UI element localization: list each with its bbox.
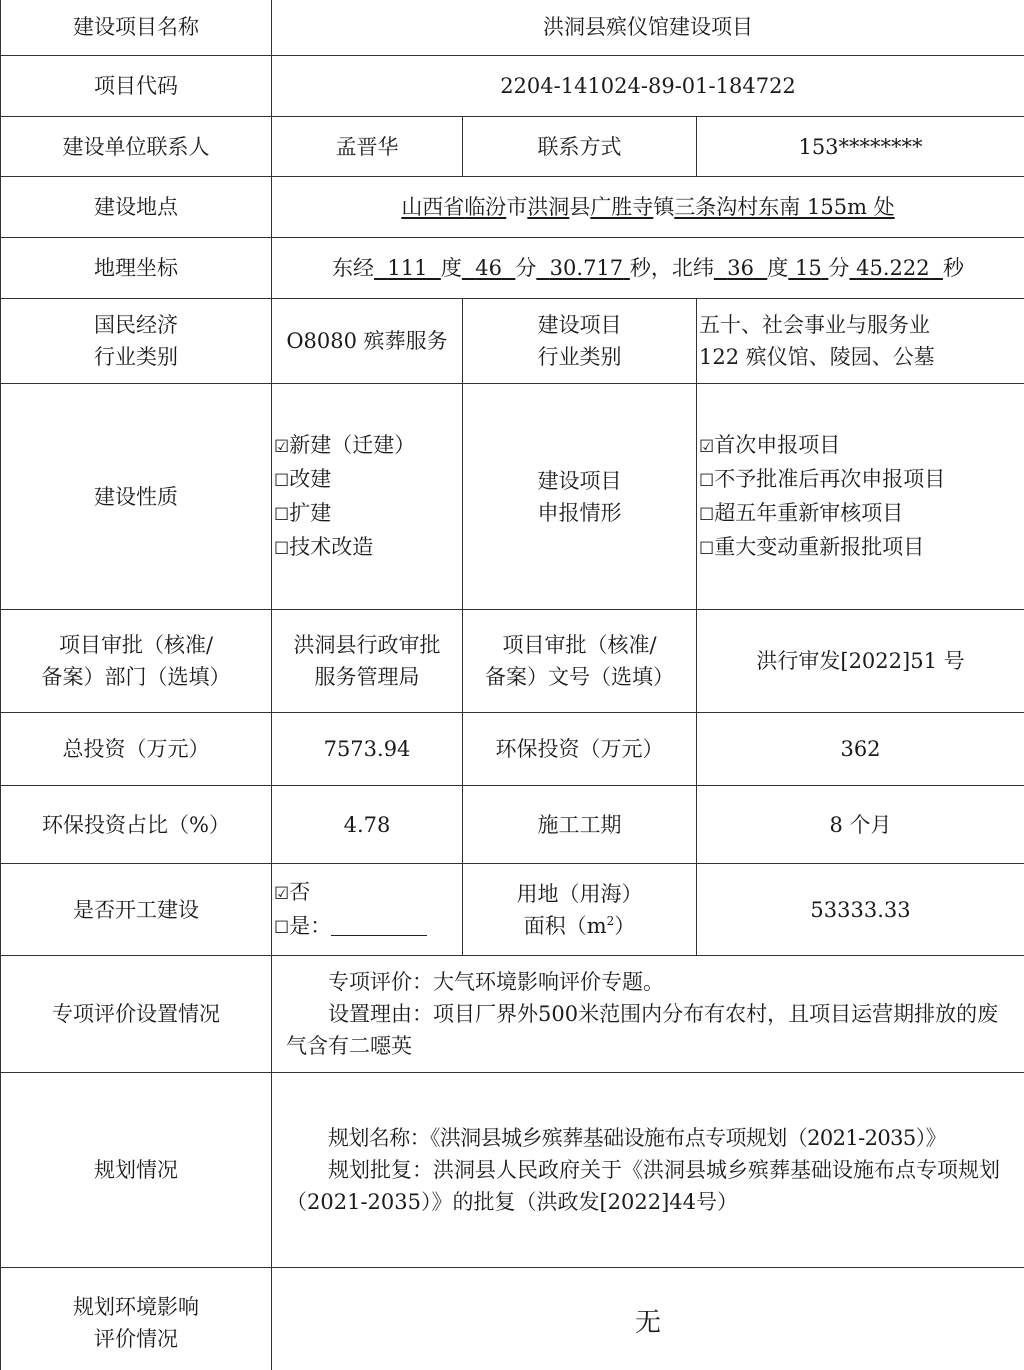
coordinates-label: 地理坐标 [1, 238, 272, 299]
latitude-seconds: 45.222 [856, 256, 930, 280]
checkbox-empty-icon[interactable]: ☐ [274, 538, 290, 559]
minute-unit-2: 分 [828, 256, 850, 280]
construction-period-value: 8 个月 [697, 786, 1024, 864]
option-major-change-resubmit[interactable]: ☐重大变动重新报批项目 [699, 534, 925, 559]
total-investment-value: 7573.94 [272, 713, 463, 786]
national-industry-value: O8080 殡葬服务 [272, 299, 463, 384]
special-evaluation-label: 专项评价设置情况 [1, 956, 272, 1073]
row-industry [1, 299, 1024, 384]
env-investment-value: 362 [697, 713, 1024, 786]
checkbox-empty-icon[interactable]: ☐ [274, 470, 290, 491]
north-latitude-label: 秒，北纬 [629, 256, 714, 280]
location-label: 建设地点 [1, 177, 272, 238]
project-industry-value: 五十、社会事业与服务业 122 殡仪馆、陵园、公墓 [697, 299, 1024, 384]
row-approval [1, 610, 1024, 713]
project-industry-label: 建设项目 行业类别 [463, 299, 697, 384]
construction-nature-label: 建设性质 [1, 384, 272, 610]
longitude-minutes: 46 [475, 256, 502, 280]
declaration-status-label: 建设项目 申报情形 [463, 384, 697, 610]
latitude-minutes: 15 [794, 256, 822, 280]
started-label: 是否开工建设 [1, 864, 272, 956]
second-unit: 秒 [942, 256, 964, 280]
row-project-code [1, 56, 1024, 117]
checkbox-checked-icon[interactable]: ☑ [274, 436, 290, 457]
construction-period-label: 施工工期 [463, 786, 697, 864]
row-planning-env [1, 1268, 1024, 1370]
planning-value [272, 1073, 1024, 1268]
row-construction-nature [1, 384, 1024, 610]
checkbox-empty-icon[interactable]: ☐ [699, 504, 715, 525]
row-special-evaluation [1, 956, 1024, 1073]
started-blank-field[interactable] [331, 913, 427, 936]
location-value [272, 177, 1024, 238]
started-options [272, 864, 463, 956]
location-county: 洪洞 [527, 195, 570, 219]
row-coordinates [1, 238, 1024, 299]
planning-env-value: 无 [272, 1268, 1024, 1370]
checkbox-empty-icon[interactable]: ☐ [274, 504, 290, 525]
approval-doc-label: 项目审批（核准/ 备案）文号（选填） [463, 610, 697, 713]
approval-dept-value: 洪洞县行政审批 服务管理局 [272, 610, 463, 713]
location-town: 广胜寺 [590, 195, 654, 219]
declaration-status-options [697, 384, 1024, 610]
special-evaluation-topic: 专项评价：大气环境影响评价专题。 [328, 970, 664, 994]
land-area-value: 53333.33 [697, 864, 1024, 956]
planning-approval: 规划批复：洪洞县人民政府关于《洪洞县城乡殡葬基础设施布点专项规划（2021-2035）》的批复（洪政发[2022]44号） [286, 1158, 1000, 1214]
option-new-build[interactable]: ☑新建（迁建） [274, 432, 416, 457]
option-tech-upgrade[interactable]: ☐技术改造 [274, 534, 374, 559]
approval-dept-label: 项目审批（核准/ 备案）部门（选填） [1, 610, 272, 713]
minute-unit: 分 [515, 256, 537, 280]
longitude-seconds: 30.717 [549, 256, 624, 280]
option-re-review-over-five-years[interactable]: ☐超五年重新审核项目 [699, 500, 904, 525]
special-evaluation-value [272, 956, 1024, 1073]
location-county-suffix: 县 [569, 195, 591, 219]
location-town-suffix: 镇 [653, 195, 675, 219]
checkbox-empty-icon[interactable]: ☐ [699, 470, 715, 491]
option-rebuild[interactable]: ☐改建 [274, 466, 332, 491]
location-village: 三条沟村东南 155m 处 [674, 195, 895, 219]
national-industry-label: 国民经济 行业类别 [1, 299, 272, 384]
option-redeclare-after-rejection[interactable]: ☐不予批准后再次申报项目 [699, 466, 946, 491]
planning-label: 规划情况 [1, 1073, 272, 1268]
total-investment-label: 总投资（万元） [1, 713, 272, 786]
degree-unit: 度 [440, 256, 462, 280]
approval-doc-value: 洪行审发[2022]51 号 [697, 610, 1024, 713]
project-name-value: 洪洞县殡仪馆建设项目 [272, 0, 1024, 56]
contact-method-value: 153******** [697, 117, 1024, 177]
row-ratio [1, 786, 1024, 864]
project-code-value: 2204-141024-89-01-184722 [272, 56, 1024, 117]
coordinates-value [272, 238, 1024, 299]
latitude-degrees: 36 [727, 256, 754, 280]
option-started[interactable]: ☐是： [274, 910, 458, 944]
east-longitude-label: 东经 [332, 256, 375, 280]
location-province: 山西省 [401, 195, 465, 219]
row-investment [1, 713, 1024, 786]
degree-unit-2: 度 [767, 256, 789, 280]
longitude-degrees: 111 [387, 256, 428, 280]
construction-nature-options [272, 384, 463, 610]
row-started [1, 864, 1024, 956]
contact-person-value: 孟晋华 [272, 117, 463, 177]
project-code-label: 项目代码 [1, 56, 272, 117]
option-expand[interactable]: ☐扩建 [274, 500, 332, 525]
planning-name: 规划名称：《洪洞县城乡殡葬基础设施布点专项规划（2021-2035）》 [328, 1126, 946, 1150]
row-planning [1, 1073, 1024, 1268]
row-project-name [1, 0, 1024, 56]
location-city-suffix: 市 [506, 195, 528, 219]
checkbox-checked-icon[interactable]: ☑ [274, 883, 290, 904]
env-ratio-value: 4.78 [272, 786, 463, 864]
special-evaluation-reason: 设置理由：项目厂界外500米范围内分布有农村，且项目运营期排放的废气含有二噁英 [286, 1002, 999, 1058]
contact-method-label: 联系方式 [463, 117, 697, 177]
option-first-declaration[interactable]: ☑首次申报项目 [699, 432, 841, 457]
project-name-label: 建设项目名称 [1, 0, 272, 56]
planning-env-label: 规划环境影响 评价情况 [1, 1268, 272, 1370]
option-not-started[interactable]: ☑否 [274, 879, 311, 904]
checkbox-empty-icon[interactable]: ☐ [699, 538, 715, 559]
checkbox-empty-icon[interactable]: ☐ [274, 917, 290, 938]
contact-person-label: 建设单位联系人 [1, 117, 272, 177]
env-investment-label: 环保投资（万元） [463, 713, 697, 786]
row-location [1, 177, 1024, 238]
row-contact [1, 117, 1024, 177]
location-city: 临汾 [464, 195, 507, 219]
env-ratio-label: 环保投资占比（%） [1, 786, 272, 864]
land-area-label: 用地（用海） 面积$(m^2)$ [463, 864, 697, 956]
checkbox-checked-icon[interactable]: ☑ [699, 436, 715, 457]
